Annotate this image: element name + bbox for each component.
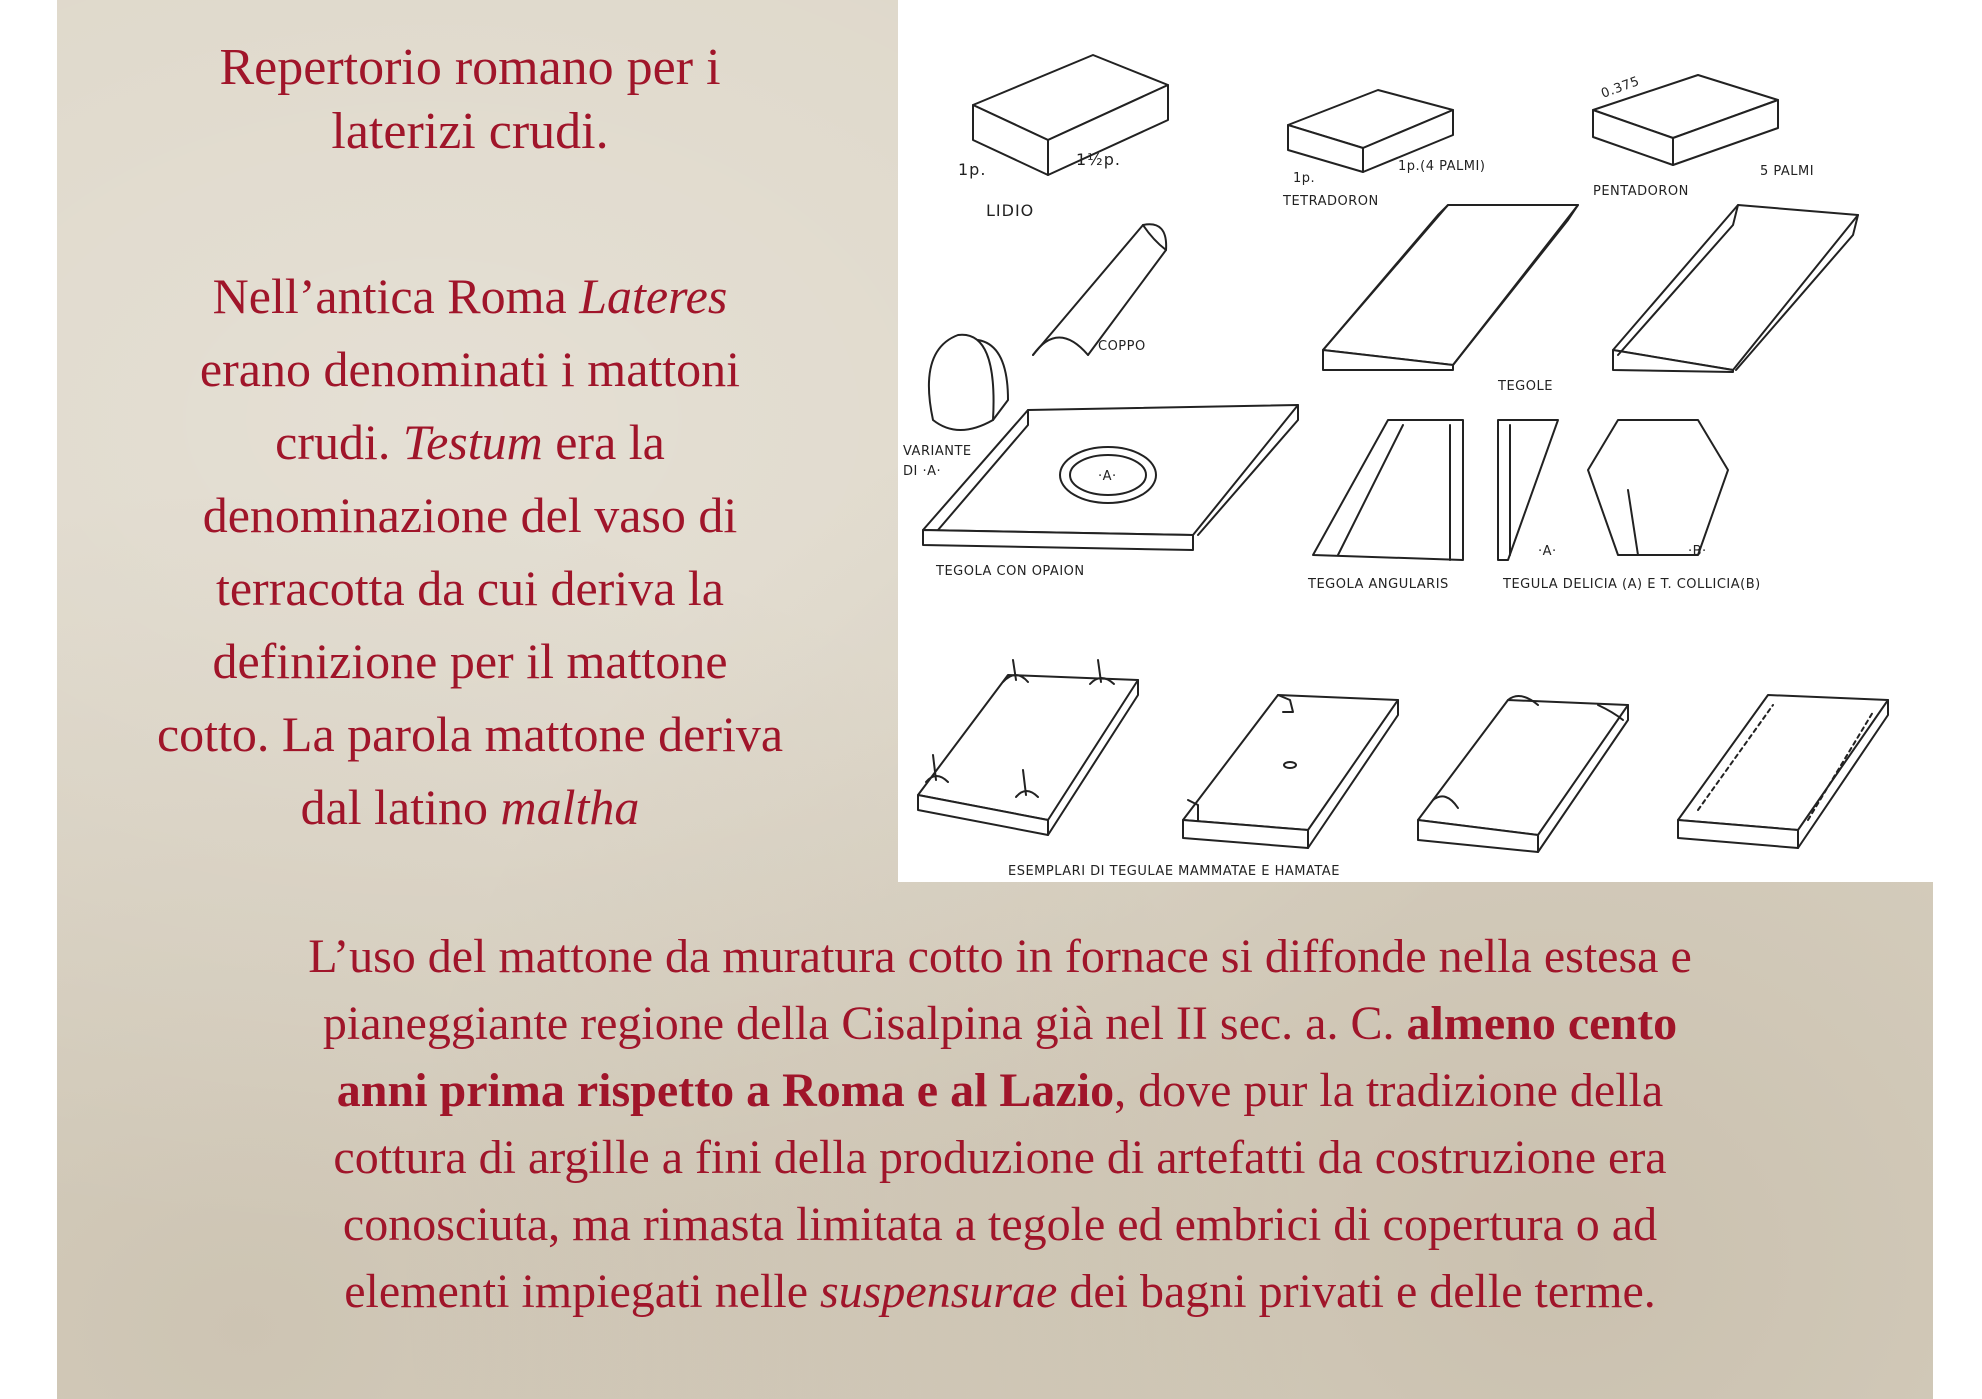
bottom-line-6 — [85, 1258, 1915, 1325]
bottom-text: , dove pur la tradizione della — [1114, 1064, 1664, 1117]
bottom-line-3 — [85, 1057, 1915, 1124]
tegola-opaion-label: TEGOLA CON OPAION — [936, 564, 1085, 579]
delicia-a-label: ·A· — [1538, 544, 1557, 559]
opaion-a-mark: ·A· — [1098, 469, 1117, 484]
intro-line-3 — [70, 406, 870, 479]
tegula-delicia-label: TEGULA DELICIA (A) E T. COLLICIA(B) — [1503, 577, 1761, 592]
esemplari-label: ESEMPLARI DI TEGULAE MAMMATAE E HAMATAE — [1008, 864, 1340, 879]
tegulae-mammatae-drawing — [918, 660, 1888, 879]
intro-line-4: denominazione del vaso di — [202, 487, 738, 543]
lidio-label: LIDIO — [986, 201, 1035, 220]
slide-title — [100, 36, 840, 164]
intro-text: crudi. — [275, 414, 403, 470]
intro-text: era la — [542, 414, 665, 470]
pentadoron-dim-1: 0.375 — [1599, 74, 1642, 102]
title-line-2: laterizi crudi. — [331, 103, 609, 160]
coppo-label: COPPO — [1098, 339, 1146, 354]
coppo-drawing — [1033, 224, 1166, 355]
bottom-bold-text: anni prima rispetto a Roma e al Lazio — [336, 1064, 1115, 1117]
intro-line-8 — [70, 771, 870, 844]
intro-italic-testum: Testum — [402, 414, 543, 470]
tegola-opaion-drawing — [923, 405, 1298, 579]
bottom-line-4: cottura di argille a fini della produzione di artefatti da costruzione era — [333, 1131, 1667, 1184]
bottom-text: dei bagni privati e delle terme. — [1057, 1265, 1656, 1318]
tegole-label: TEGOLE — [1498, 379, 1553, 394]
bottom-line-5: conosciuta, ma rimasta limitata a tegole ed embrici di copertura o ad — [342, 1198, 1658, 1251]
tegola-angularis-label: TEGOLA ANGULARIS — [1308, 577, 1449, 592]
bottom-text: elementi impiegati nelle — [344, 1265, 821, 1318]
intro-text: dal latino — [300, 779, 501, 835]
lidio-dim-2: 1½p. — [1076, 150, 1121, 169]
intro-italic-maltha: maltha — [500, 779, 640, 835]
bottom-text: pianeggiante regione della Cisalpina già nel II sec. a. C. — [322, 997, 1407, 1050]
bottom-bold-text: almeno cento — [1406, 997, 1678, 1050]
intro-line-2: erano denominati i mattoni — [199, 341, 741, 397]
intro-line-5: terracotta da cui deriva la — [215, 560, 725, 616]
brick-tile-drawing — [898, 0, 1933, 882]
tegola-angularis-drawing — [1307, 420, 1463, 592]
intro-line-6: definizione per il mattone — [212, 633, 728, 689]
tetradoron-label: TETRADORON — [1283, 194, 1379, 209]
lidio-brick-drawing — [958, 55, 1168, 220]
bottom-line-1: L’uso del mattone da muratura cotto in fornace si diffonde nella estesa e — [308, 930, 1692, 983]
bottom-paragraph — [85, 923, 1915, 1325]
intro-line-7: cotto. La parola mattone deriva — [156, 706, 784, 762]
intro-italic-lateres: Lateres — [579, 268, 728, 324]
intro-line-1 — [70, 260, 870, 333]
intro-text: Nell’antica Roma — [212, 268, 580, 324]
pentadoron-brick-drawing — [1593, 74, 1814, 199]
variante-label: VARIANTE — [903, 444, 972, 459]
tegula-delicia-collicia-drawing — [1498, 420, 1761, 592]
title-line-1: Repertorio romano per i — [219, 39, 721, 96]
tetradoron-brick-drawing — [1282, 90, 1485, 209]
lidio-dim-1: 1p. — [958, 160, 987, 179]
bottom-line-2 — [85, 990, 1915, 1057]
variante-di-a-label: DI ·A· — [903, 464, 942, 479]
tegole-drawing — [1323, 205, 1858, 394]
pentadoron-label: PENTADORON — [1593, 184, 1689, 199]
collicia-b-label: ·B· — [1688, 544, 1707, 559]
intro-paragraph — [70, 260, 870, 844]
tetradoron-dim-2: 1p.(4 PALMI) — [1398, 159, 1486, 174]
bottom-italic-suspensurae: suspensurae — [820, 1265, 1058, 1318]
pentadoron-dim-2: 5 PALMI — [1760, 164, 1815, 179]
tetradoron-dim-1: 1p. — [1293, 171, 1316, 186]
